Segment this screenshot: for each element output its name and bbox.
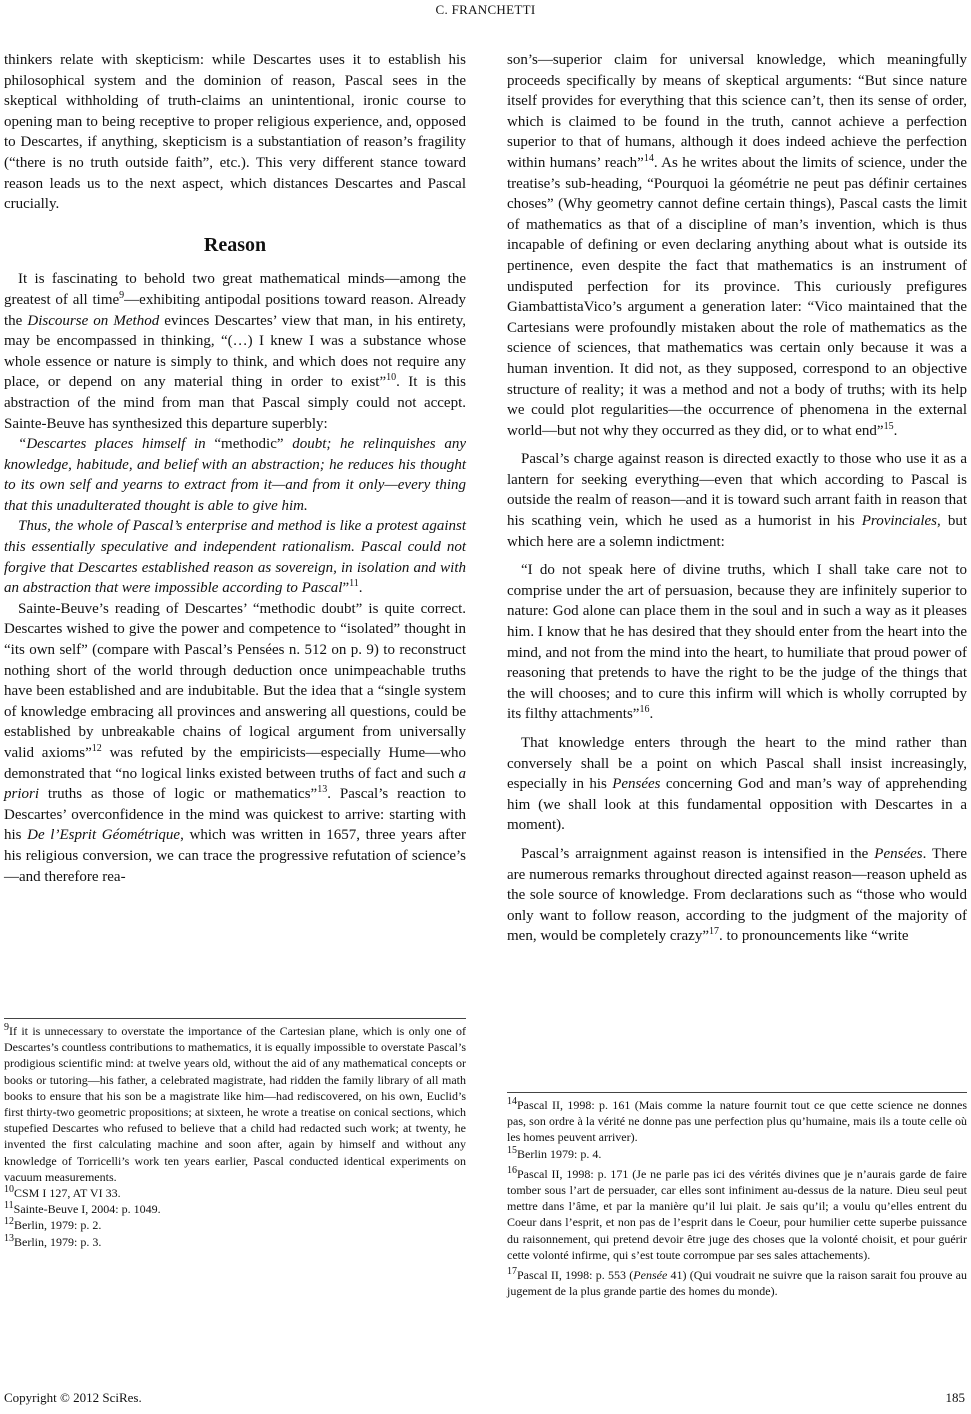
footnote: $^{12}$Berlin, 1979: p. 2. — [4, 1216, 102, 1233]
footnote: $^{11}$Sainte-Beuve I, 2004: p. 1049. — [4, 1200, 161, 1217]
block-quote: Thus, the whole of Pascal’s enterprise and method is like a protest against this essentially speculative and independent rationalism. Pascal could not forgive that Descartes established reason as sovereign, in isolation and with an abstraction that were impossible according to Pascal”$^{11}$. — [4, 518, 466, 597]
footnote: $^{13}$Berlin, 1979: p. 3. — [4, 1232, 102, 1249]
footnote-divider — [507, 1092, 967, 1093]
footnote: $^{15}$Berlin 1979: p. 4. — [507, 1144, 602, 1161]
paragraph: Pascal’s arraignment against reason is intensified in the Pensées. There are numerous remarks throughout directed against reason—reason upheld as the sole source of knowledge. From declarations such as “those who would only want to follow reason, according to the judgment of the majority of men, would be completely crazy”$^{17}$. to pronouncements like “write — [507, 845, 968, 945]
footnote: $^9$If it is unnecessary to overstate the importance of the Cartesian plane, which is only one of Descartes’s countless contributions to mathematics, it is equally impossible to overstate Pascal’s prodigious scientific mind: at twelve years old, without the aid of any mathematical concepts or books or tutoring—his father, a celebrated magistrate, had ridden the family library of all math books to ensure that his son be a magistrate like him—had rediscovered, on his own, Euclid’s first thirty-two geometric propositions; at sixteen, he wrote a treatise on conical sections, which stupefied Descartes who refused to believe that a child had redacted such work; at twenty, he invented the first calculating machine and soon after, again by himself and without any knowledge of Torricelli’s work ten years earlier, Pascal conducted identical experiments on vacuum measurements. — [4, 1022, 466, 1184]
footnote-ref[interactable]: 12 — [91, 743, 102, 754]
footnotes-left — [4, 1018, 466, 1250]
footnote: $^{10}$CSM I 127, AT VI 33. — [4, 1184, 121, 1201]
paragraph: Sainte-Beuve’s reading of Descartes’ “methodic doubt” is quite correct. Descartes wished to give the power and competence to “isolated” thought in “its own self” (compare with Pascal’s Pensées n. 512 on p. 9) to reconstruct nothing short of the world through deduction once unimpeachable truths have been established and are indubitable. But the idea that a “single system of knowledge embracing all provinces and answering all questions, could be established by unbreakable chains of logical argument from universally valid axioms”$^{12}$ was refuted by the empiricists—especially Hume—who demonstrated that “no logical links existed between truths of fact and such a priori truths as those of logic or mathematics”$^{13}$. Pascal’s reaction to Descartes’ overconfidence in the mind was quickest to arrive: starting with his De l’Esprit Géométrique, which was written in 1657, three years after his religious conversion, we can trace the progressive refutation of science’s—and therefore rea- — [4, 600, 466, 885]
footnote: $^{17}$Pascal II, 1998: p. 553 (Pensée 41) (Qui voudrait ne suivre que la raison sarait fou prouve au jugement de la plus grande partie des homes du monde). — [507, 1266, 968, 1299]
left-column — [4, 50, 466, 887]
section-heading: Reason — [203, 233, 267, 256]
footnote-ref[interactable]: 16 — [639, 704, 650, 716]
footnote-ref[interactable]: 14 — [643, 152, 654, 164]
right-column — [507, 50, 967, 947]
footnotes-right — [507, 1092, 967, 1299]
footnote: $^{14}$Pascal II, 1998: p. 161 (Mais comme la nature fournit tout ce que cette science ne donnes pas, son ordre à la vérité ne donne pas une perfection plus qu’humaine, mais ils a toute celle où les homes peuvent arriver). — [507, 1096, 967, 1145]
paragraph: thinkers relate with skepticism: while Descartes uses it to establish his philosophical system and the dominion of reason, Pascal sees in the skeptical withholding of truth-claims an unintentional, ironic course to opening man to being receptive to proper religious experience, and, opposed to Descartes, if anything, skepticism is a substantiation of reason’s fragility (“there is no truth outside faith”, etc.). This very different stance toward reason leads us to the next aspect, which distances Descartes and Pascal crucially. — [4, 52, 466, 213]
paragraph: That knowledge enters through the heart to the mind rather than conversely shall be a point on which Pascal shall insist increasingly, especially in his Pensées concerning God and man’s way of apprehending him (we shall look at this fundamental opposition with Descartes in a moment). — [507, 735, 967, 834]
footnote: $^{16}$Pascal II, 1998: p. 171 (Je ne parle pas ici des vérités divines que je n’aurais garde de faire tomber sous l’art de persuader, car elles sont infiniment au-dessus de la nature. Dieu seul peut mettre dans l’âme, et par la manière qu’il lui plait. Je sais qu’il; a voulu qu’elles entrent du Coeur dans l’esprit, et non pas de l’esprit dans le Coeur, pour humilier cette superbe puissance du raisonnement, qui pretend devoir être juge des choses que la volonté choisit, et pour guérir cette volonté infirme, qui s’est toute corrompue par ses sales attachements). — [507, 1164, 967, 1262]
footnote-ref[interactable]: 10 — [386, 372, 397, 384]
running-header: C. FRANCHETTI — [435, 2, 536, 17]
footnote-ref[interactable]: 11 — [349, 578, 359, 590]
footnote-ref[interactable]: 17 — [709, 926, 720, 938]
footnote-divider — [4, 1018, 466, 1019]
footnote-ref[interactable]: 13 — [317, 784, 328, 796]
copyright-notice: Copyright © 2012 SciRes. — [4, 1390, 142, 1405]
paragraph: It is fascinating to behold two great mathematical minds—among the greatest of all time$^9$—exhibiting antipodal positions toward reason. Already the Discourse on Method evinces Descartes’ view that man, in his entirety, may be encompassed in thinking, “(…) I knew I was a substance whose whole essence or nature is simply to think, and which does not require any place, or depend on any material thing in order to exist”$^{10}$. It is this abstraction of the mind from man that Pascal simply could not accept. Sainte-Beuve has synthesized this departure superbly: — [4, 271, 466, 432]
block-quote: “I do not speak here of divine truths, which I shall take care not to comprise under the art of persuasion, because they are infinitely superior to nature: God alone can place them in the soul and in such a way as it pleases him. I know that he has desired that they should enter from the heart into the mind, and not from the mind into the heart, to humiliate that proud power of reasoning that pretends to have the right to be the judge of the things that the will chooses; and to cure this infirm will which is wholly corrupted by its filthy attachments”$^{16}$. — [507, 562, 967, 723]
footnote-ref[interactable]: 15 — [883, 420, 894, 432]
paragraph: Pascal’s charge against reason is directed exactly to those who use it as a lantern for seeking everything—even that which according to Pascal is outside the realm of reason—and it is toward such arrant faith in reason that his scathing vein, which he used as a humorist in his Provinciales, but which here are a solemn indictment: — [507, 451, 967, 550]
paragraph: son’s—superior claim for universal knowledge, which meaningfully proceeds specifically by means of skeptical arguments: “But since nature itself provides for everything that this science can’t, then its sense of order, which is claimed to be found in the truth, cannot achieve a perfection superior to that of humans, although it does indeed achieve the perfection within humans’ reach”$^{14}$. As he writes about the limits of science, under the treatise’s sub-heading, “Pourquoi la géométrie ne peut pas définir certaines choses” (Why geometry cannot define certain things), Pascal casts the limit of mathematics as that of a discipline of man’s invention, which is thus incapable of defining or even declaring anything about what is outside its pertinence, even despite the fact that mathematics is an instrument of undisputed perfection for its province. This curiously prefigures GiambattistaVico’s argument a generation later: “Vico maintained that the Cartesians were profoundly mistaken about the role of mathematics as the science of sciences, that mathematics was certain only because it was a human invention. It did not, as they supposed, correspond to an objective structure of reality; it was a method and not a body of truths; with its help we could plot regularities—the occurrence of phenomena in the external world—but not why they occurred as they did, or to what end”$^{15}$. — [507, 52, 967, 439]
page-number: 185 — [945, 1390, 965, 1405]
block-quote: “Descartes places himself in “methodic” doubt; he relinquishes any knowledge, habitude, and belief with an abstraction; he reduces his thought to its own self and yearns to extract from it—and from it only—every thing that this unadulterated thought is able to give him. — [4, 436, 466, 514]
footnote-ref[interactable]: 9 — [119, 289, 125, 301]
